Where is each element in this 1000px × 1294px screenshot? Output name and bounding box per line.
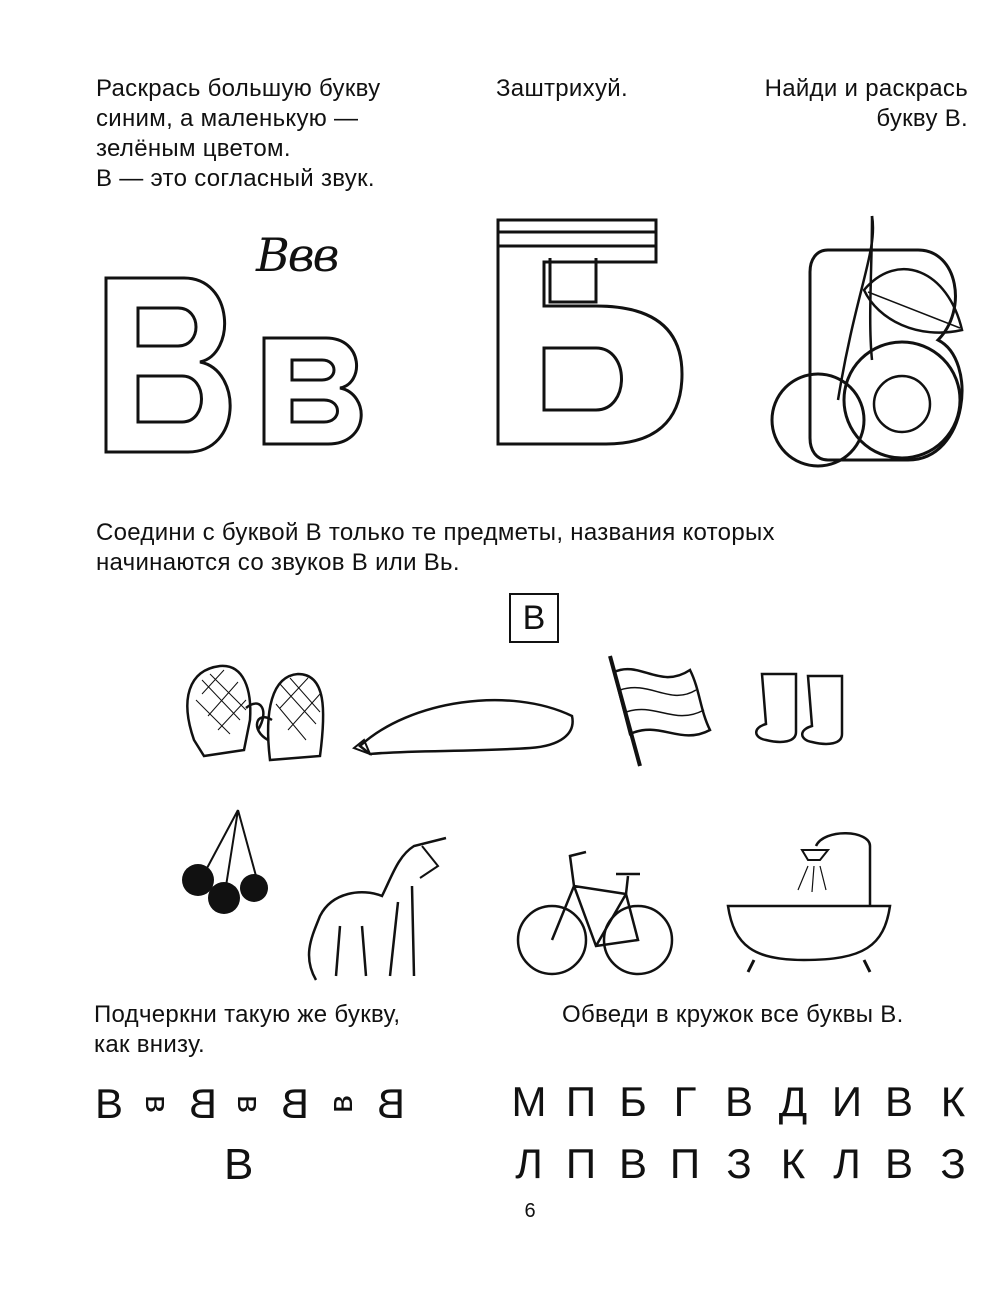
circle-letter-row-2 bbox=[506, 1140, 986, 1190]
circle-letter[interactable]: В bbox=[724, 1078, 753, 1125]
circle-letter[interactable]: В bbox=[884, 1140, 913, 1187]
page-number: 6 bbox=[524, 1200, 536, 1222]
felt-boots-picture[interactable] bbox=[752, 668, 852, 748]
underline-letter-row bbox=[86, 1080, 416, 1130]
circle-letter-row-1 bbox=[506, 1078, 986, 1128]
circle-letter[interactable]: Г bbox=[673, 1078, 697, 1125]
instruction-line: В — это согласный звук. bbox=[96, 165, 375, 192]
circle-letter[interactable]: Л bbox=[515, 1140, 543, 1187]
circle-letter[interactable]: П bbox=[565, 1078, 597, 1125]
instruction-line: Соедини с буквой В только те предметы, названия которых bbox=[96, 519, 775, 546]
instruction-line: Подчеркни такую же букву, bbox=[94, 1001, 401, 1028]
bathtub-picture[interactable] bbox=[724, 826, 894, 976]
circle-letter[interactable]: К bbox=[780, 1140, 806, 1187]
circle-letter[interactable]: Л bbox=[833, 1140, 861, 1187]
cherry-letter-picture[interactable] bbox=[768, 210, 978, 490]
instruction-line: букву В. bbox=[876, 105, 968, 132]
wolf-picture[interactable] bbox=[302, 826, 452, 986]
instruction-line: синим, а маленькую — bbox=[96, 105, 359, 132]
underline-letter[interactable]: В bbox=[94, 1080, 123, 1127]
instruction-line: начинаются со звуков В или Вь. bbox=[96, 549, 460, 576]
banana-picture[interactable] bbox=[350, 690, 580, 760]
instruction-line: Найди и раскрась bbox=[764, 75, 968, 102]
connect-target-letter[interactable]: В bbox=[509, 593, 559, 643]
instruction-color bbox=[96, 74, 456, 194]
underline-letter[interactable]: В bbox=[281, 1080, 310, 1127]
instruction-connect bbox=[96, 518, 956, 578]
circle-letter[interactable]: З bbox=[726, 1140, 752, 1187]
cherries-picture[interactable] bbox=[176, 806, 276, 916]
instruction-line: зелёным цветом. bbox=[96, 135, 291, 162]
circle-letter[interactable]: В bbox=[884, 1078, 913, 1125]
circle-letter[interactable]: П bbox=[669, 1140, 701, 1187]
flag-picture[interactable] bbox=[600, 650, 730, 770]
hatch-letter[interactable] bbox=[496, 218, 686, 448]
underline-sample-letter: В bbox=[224, 1140, 254, 1189]
circle-letter[interactable]: Б bbox=[619, 1078, 647, 1125]
outline-letter-upper[interactable] bbox=[104, 276, 244, 456]
circle-letter[interactable]: В bbox=[618, 1140, 647, 1187]
underline-letter[interactable]: в bbox=[322, 1094, 360, 1114]
underline-letter[interactable]: в bbox=[230, 1094, 268, 1114]
underline-letter[interactable]: В bbox=[189, 1080, 218, 1127]
outline-letter-lower[interactable] bbox=[262, 336, 372, 446]
instruction-find bbox=[700, 74, 968, 134]
underline-letter[interactable]: В bbox=[377, 1080, 406, 1127]
circle-letter[interactable]: З bbox=[940, 1140, 966, 1187]
circle-letter[interactable]: И bbox=[831, 1078, 863, 1125]
circle-letter[interactable]: М bbox=[511, 1078, 547, 1125]
instruction-line: как внизу. bbox=[94, 1031, 205, 1058]
instruction-underline bbox=[94, 1000, 494, 1060]
instruction-hatch: Заштрихуй. bbox=[496, 75, 628, 102]
circle-letter[interactable]: П bbox=[565, 1140, 597, 1187]
circle-letter[interactable]: К bbox=[940, 1078, 966, 1125]
cursive-letters: Ввв bbox=[256, 228, 338, 282]
underline-letter[interactable]: в bbox=[138, 1094, 176, 1114]
bicycle-picture[interactable] bbox=[516, 846, 676, 986]
circle-letter[interactable]: Д bbox=[778, 1078, 808, 1125]
mittens-picture[interactable] bbox=[180, 660, 330, 770]
instruction-line: Раскрась большую букву bbox=[96, 75, 381, 102]
instruction-circle: Обведи в кружок все буквы В. bbox=[562, 1001, 904, 1028]
